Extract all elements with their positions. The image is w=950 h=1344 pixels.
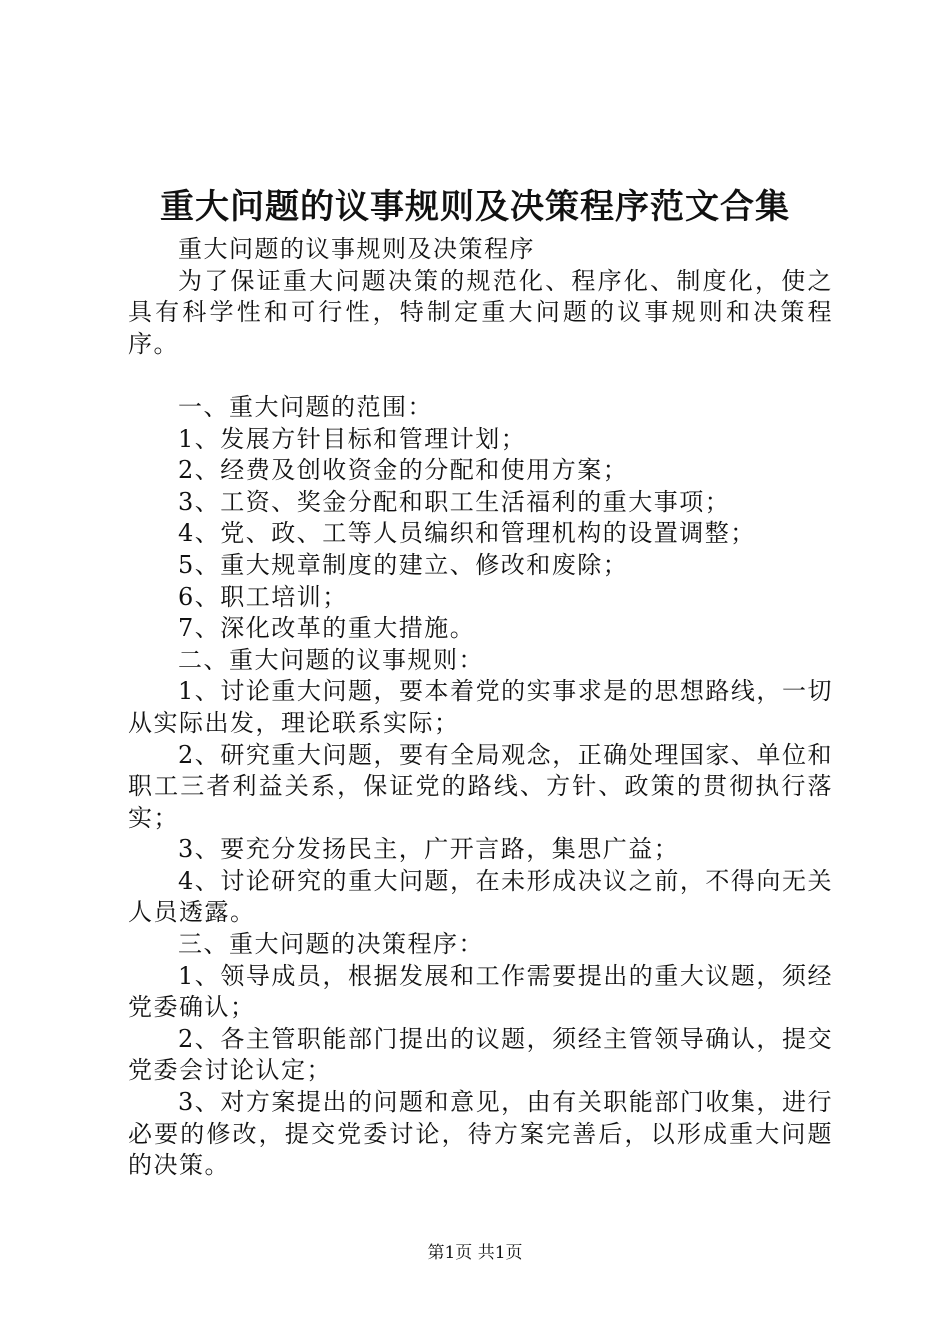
section-heading-3: 三、重大问题的决策程序：: [178, 930, 484, 959]
list-item: 2、研究重大问题，要有全局观念，正确处理国家、单位和职工三者利益关系，保证党的路线、方针、政策的贯彻执行落实；: [128, 740, 833, 832]
list-item: 3、工资、奖金分配和职工生活福利的重大事项；: [178, 487, 731, 516]
list-item: 2、经费及创收资金的分配和使用方案；: [178, 456, 629, 485]
list-item: 3、对方案提出的问题和意见，由有关职能部门收集，进行必要的修改，提交党委讨论，待方案完善后，以形成重大问题的决策。: [128, 1088, 833, 1180]
list-item: 6、职工培训；: [178, 582, 348, 611]
list-item: 1、讨论重大问题，要本着党的实事求是的思想路线，一切从实际出发，理论联系实际；: [128, 677, 833, 737]
list-item: 2、各主管职能部门提出的议题，须经主管领导确认，提交党委会讨论认定；: [128, 1024, 833, 1085]
list-item: 1、发展方针目标和管理计划；: [178, 424, 527, 453]
list-item: 4、讨论研究的重大问题，在未形成决议之前，不得向无关人员透露。: [128, 866, 833, 927]
document-title: 重大问题的议事规则及决策程序范文合集: [160, 187, 790, 227]
list-item: 5、重大规章制度的建立、修改和废除；: [178, 550, 629, 579]
section-heading-2: 二、重大问题的议事规则：: [178, 645, 484, 674]
list-item: 4、党、政、工等人员编织和管理机构的设置调整；: [178, 519, 756, 548]
document-body: [128, 234, 833, 1182]
paragraph-subtitle: 重大问题的议事规则及决策程序: [178, 235, 535, 263]
list-item: 1、领导成员，根据发展和工作需要提出的重大议题，须经党委确认；: [128, 961, 833, 1022]
section-heading-1: 一、重大问题的范围：: [178, 392, 433, 421]
list-item: 3、要充分发扬民主，广开言路，集思广益；: [178, 835, 680, 864]
list-item: 7、深化改革的重大措施。: [178, 614, 476, 643]
page-footer: 第1页 共1页: [427, 1243, 523, 1263]
paragraph-intro: 为了保证重大问题决策的规范化、程序化、制度化，使之具有科学性和可行性，特制定重大问题的议事规则和决策程序。: [128, 266, 833, 358]
